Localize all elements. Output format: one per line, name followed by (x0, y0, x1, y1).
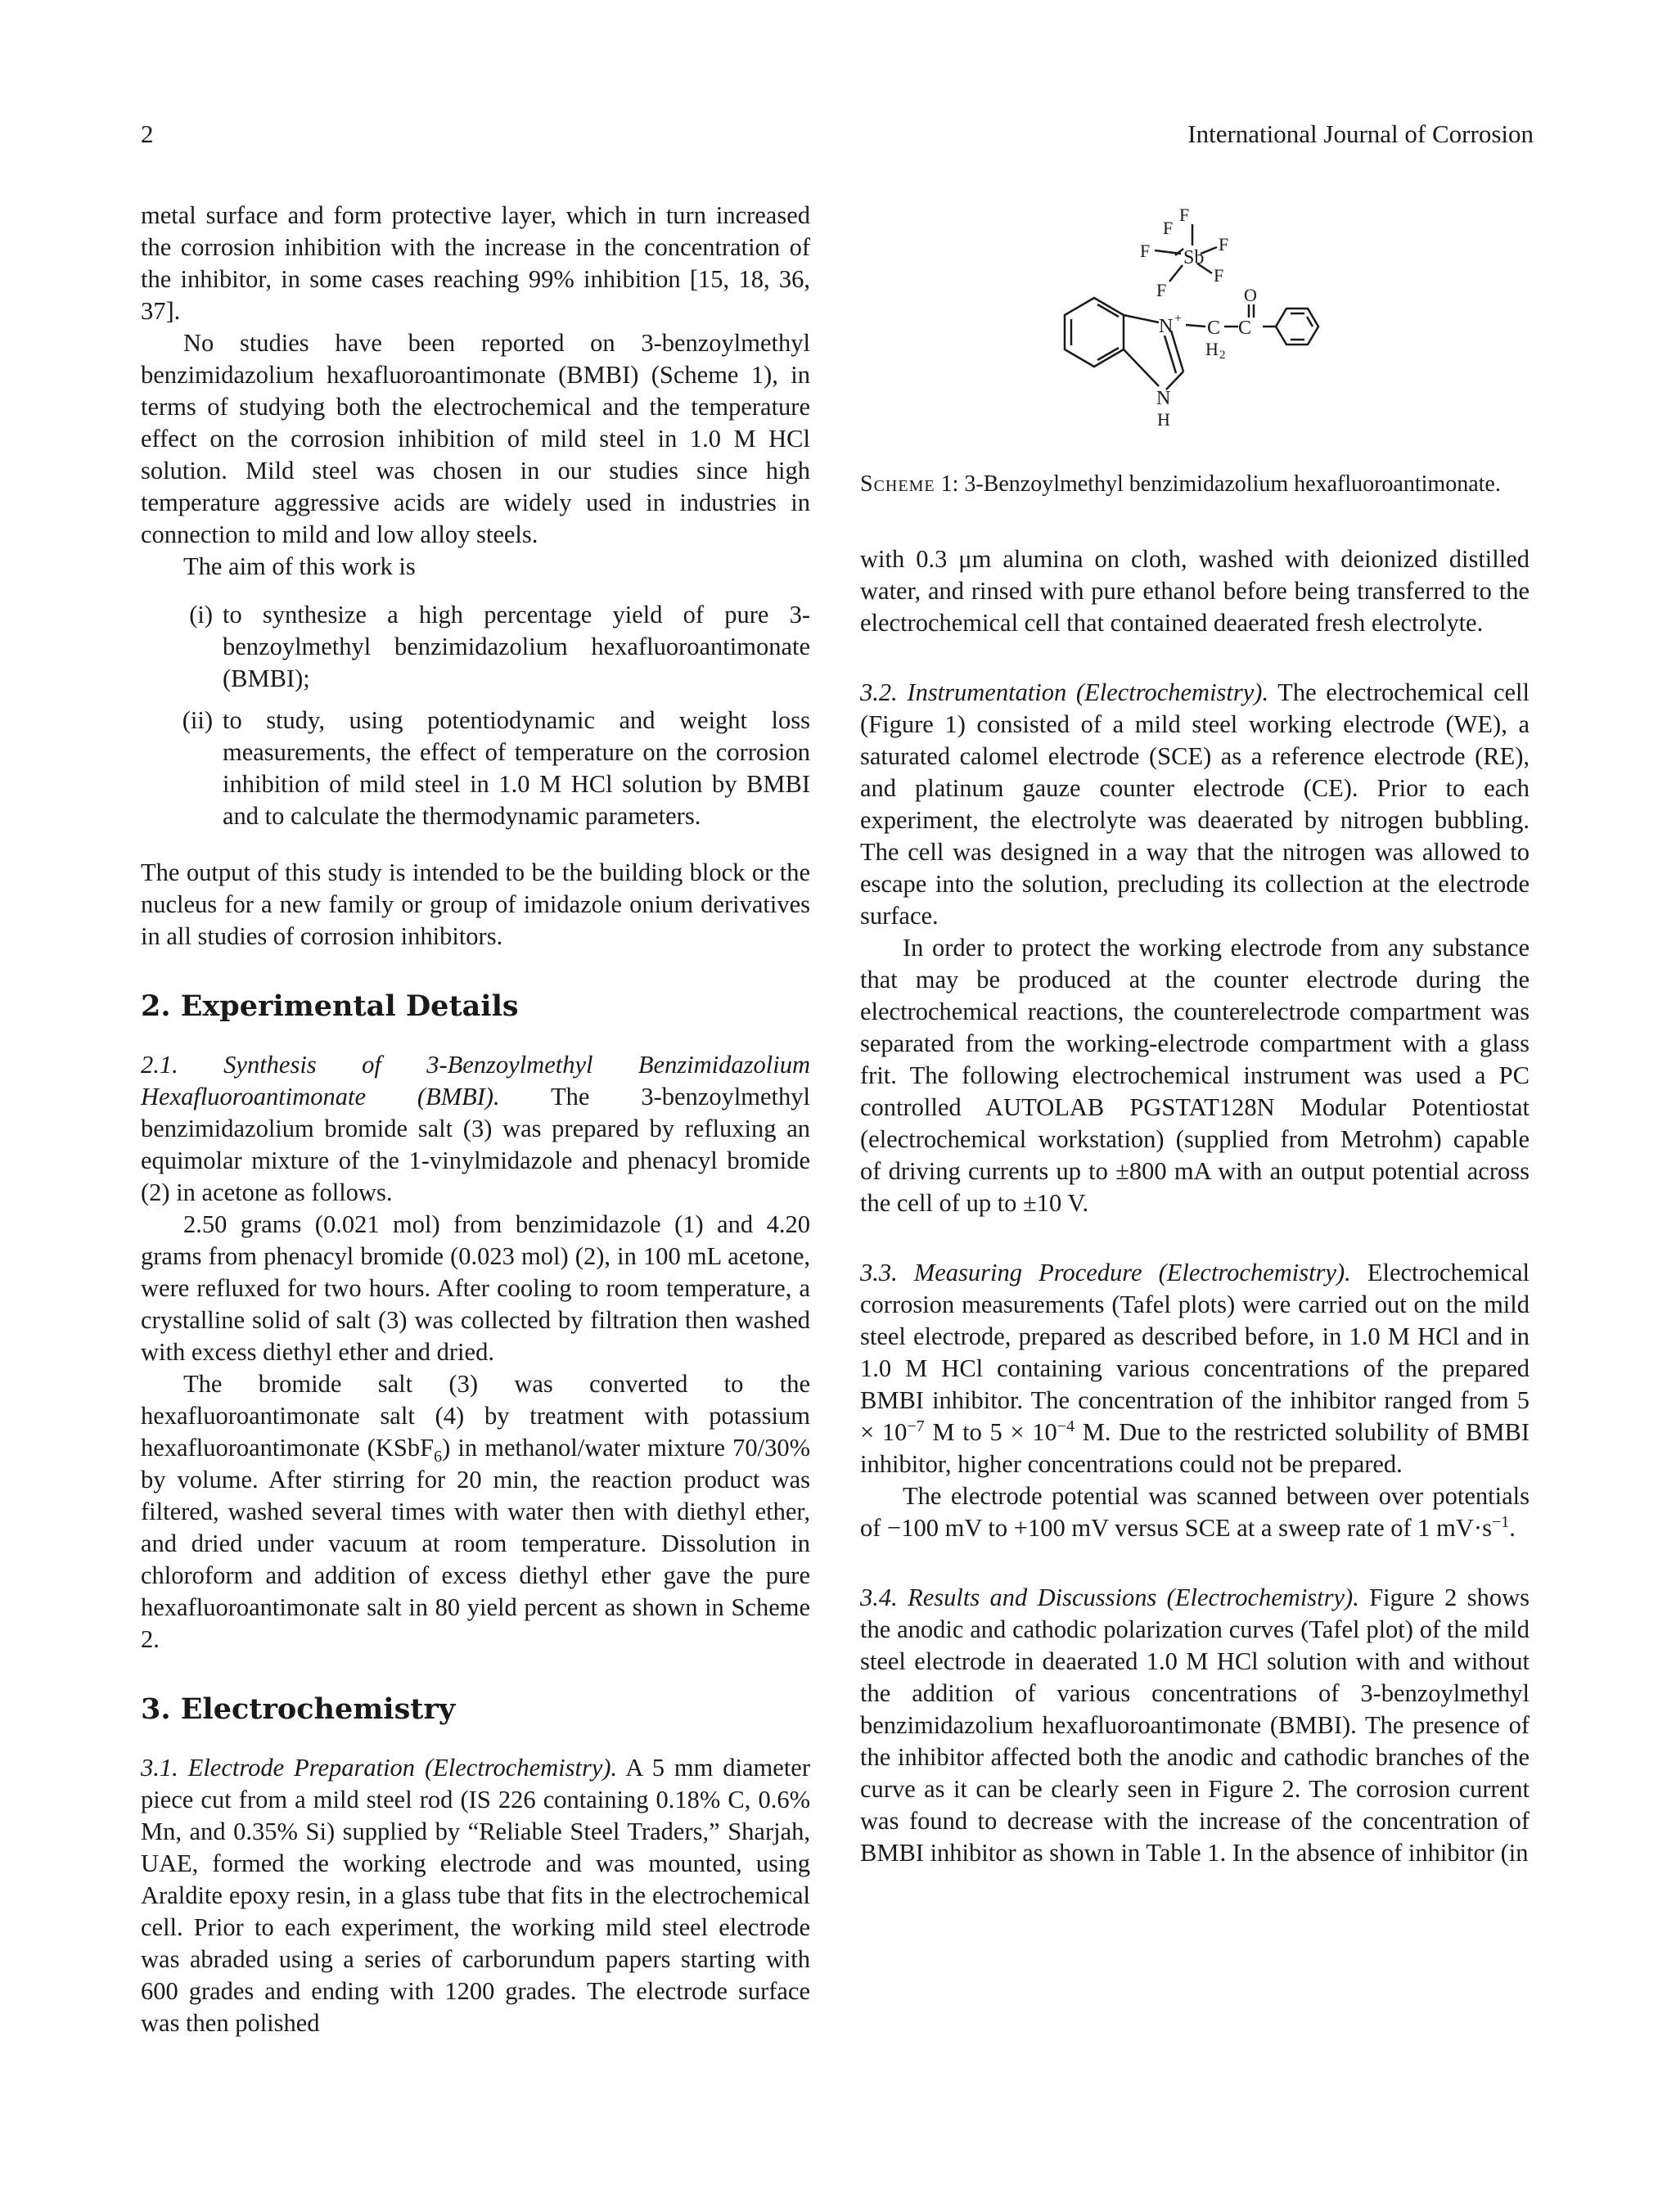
paragraph: 3.4. Results and Discussions (Electrochemistry). Figure 2 shows the anodic and cathodic polarization curves (Tafel plot) of the mild steel electrode in deaerated 1.0 M HCl solution with and without the addition of various concentrations of 3-benzoylmethyl benzimidazolium hexafluoroantimonate (BMBI). The presence of the inhibitor affected both the anodic and cathodic branches of the curve as it can be clearly seen in Figure 2. The corrosion current was found to decrease with the increase of the concentration of BMBI inhibitor as shown in Table 1. In the absence of inhibitor (in (860, 1584, 1530, 1867)
right-column (860, 200, 1530, 1869)
svg-text:C: C (1238, 318, 1252, 339)
subsection-title: 3.1. Electrode Preparation (Electrochemistry). (141, 1754, 618, 1782)
paragraph: 2.50 grams (0.021 mol) from benzimidazole (1) and 4.20 grams from phenacyl bromide (0.023 mol) (2), in 100 mL acetone, were refluxed for two hours. After cooling to room temperature, a crystalline solid of salt (3) was collected by filtration then washed with excess diethyl ether and dried. (141, 1210, 810, 1366)
left-column (141, 200, 810, 2039)
section-heading-experimental: 2. Experimental Details (141, 989, 519, 1023)
subsection-title: 2.1. Synthesis of 3-Benzoylmethyl Benzimidazolium Hexafluoroantimonate (BMBI). (141, 1051, 810, 1111)
svg-text:F: F (1156, 280, 1167, 300)
paragraph: The bromide salt (3) was converted to the hexafluoroantimonate salt (4) by treatment with potassium hexafluoroantimonate (KSbF$_6$) in methanol/water mixture 70/30% by volume. After stirring for 20 min, the reaction product was filtered, washed several times with water then with diethyl ether, and dried under vacuum at room temperature. Dissolution in chloroform and addition of excess diethyl ether gave the pure hexafluoroantimonate salt in 80 yield percent as shown in Scheme 2. (141, 1370, 810, 1653)
paragraph: 3.2. Instrumentation (Electrochemistry). The electrochemical cell (Figure 1) consisted of a mild steel working electrode (WE), a saturated calomel electrode (SCE) as a reference electrode (RE), and platinum gauze counter electrode (CE). Prior to each experiment, the electrolyte was deaerated by nitrogen bubbling. The cell was designed in a way that the nitrogen was allowed to escape into the solution, precluding its collection at the electrode surface. (860, 678, 1530, 930)
svg-text:H: H (1157, 409, 1170, 430)
figure-1-link[interactable]: Figure 1 (868, 710, 957, 738)
svg-text:2: 2 (1219, 349, 1226, 362)
svg-text:F: F (1179, 205, 1190, 225)
scheme-2-link[interactable]: Scheme 2 (141, 1593, 810, 1653)
paragraph: metal surface and form protective layer, which in turn increased the corrosion inhibition with the increase in the concentration of the inhibitor, in some cases reaching 99% inhibition [15, 18, 36, 37]. (141, 201, 810, 325)
svg-text:F: F (1163, 218, 1174, 238)
aims-list (141, 599, 810, 832)
svg-text:F: F (1219, 234, 1229, 255)
figure-2-link[interactable]: Figure 2 (1369, 1584, 1457, 1611)
list-item: (i) to synthesize a high percentage yield of pure 3-benzoylmethyl benzimidazolium hexafluoroantimonate (BMBI); (189, 601, 810, 692)
chemical-structure (1016, 200, 1359, 445)
paragraph: No studies have been reported on 3-benzoylmethyl benzimidazolium hexafluoroantimonate (BMBI) (Scheme 1), in terms of studying both the electrochemical and the temperature effect on the corrosion inhibition of mild steel in 1.0 M HCl solution. Mild steel was chosen in our studies since high temperature aggressive acids are widely used in industries in connection to mild and low alloy steels. (141, 329, 810, 548)
section-heading-electrochemistry: 3. Electrochemistry (141, 1692, 456, 1726)
scheme-1-figure (860, 200, 1530, 460)
figure-2-link[interactable]: Figure 2 (1208, 1775, 1295, 1803)
benzo-ring (1065, 298, 1124, 367)
page-number: 2 (141, 119, 154, 148)
journal-title: International Journal of Corrosion (1187, 119, 1534, 148)
svg-text:O: O (1244, 285, 1257, 305)
table-1-link[interactable]: Table 1 (1146, 1839, 1220, 1867)
scheme-1-caption: Scheme 1: 3-Benzoylmethyl benzimidazolium hexafluoroantimonate. (860, 471, 1501, 497)
aim-intro: The aim of this work is (183, 552, 416, 580)
paragraph: The output of this study is intended to be the building block or the nucleus for a new family or group of imidazole onium derivatives in all studies of corrosion inhibitors. (141, 858, 810, 950)
svg-text:F: F (1140, 241, 1151, 261)
svg-text:+: + (1174, 312, 1183, 326)
scheme-1-link[interactable]: Scheme 1 (659, 361, 764, 389)
svg-text:F: F (1214, 265, 1224, 286)
atom-nh: N (1156, 388, 1171, 409)
paragraph: The electrode potential was scanned between over potentials of −100 mV to +100 mV versus SCE at a sweep rate of 1 $mV\cdot s^{-1}$. (860, 1482, 1530, 1542)
paragraph: 2.1. Synthesis of 3-Benzoylmethyl Benzimidazolium Hexafluoroantimonate (BMBI). The 3-benzoylmethyl benzimidazolium bromide salt (3) was prepared by refluxing an equimolar mixture of the 1-vinylmidazole and phenacyl bromide (2) in acetone as follows. (141, 1051, 810, 1206)
subsection-title: 3.3. Measuring Procedure (Electrochemistry). (860, 1259, 1351, 1286)
paragraph: with 0.3 μm alumina on cloth, washed with deionized distilled water, and rinsed with pure ethanol before being transferred to the electrochemical cell that contained deaerated fresh electrolyte. (860, 545, 1530, 637)
atom-n-plus: N (1159, 316, 1174, 337)
paragraph: In order to protect the working electrode from any substance that may be produced at the counter electrode during the electrochemical reactions, the counterelectrode compartment was separated from the working-electrode compartment with a glass frit. The following electrochemical instrument was used a PC controlled AUTOLAB PGSTAT128N Modular Potentiostat (electrochemical workstation) (supplied from Metrohm) capable of driving currents up to ±800 mA with an output potential across the cell of up to ±10 V. (860, 934, 1530, 1217)
subsection-title: 3.4. Results and Discussions (Electrochemistry). (860, 1584, 1359, 1611)
atom-sb: Sb (1183, 247, 1205, 268)
svg-text:H: H (1205, 339, 1219, 359)
paragraph: 3.3. Measuring Procedure (Electrochemistry). Electrochemical corrosion measurements (Tafel plots) were carried out on the mild steel electrode, prepared as described before, in 1.0 M HCl and in 1.0 M HCl containing various concentrations of the prepared BMBI inhibitor. The concentration of the inhibitor ranged from $5 \times 10^{-7}$ M to $5 \times 10^{-4}$ M. Due to the restricted solubility of BMBI inhibitor, higher concentrations could not be prepared. (860, 1259, 1530, 1478)
paragraph: 3.1. Electrode Preparation (Electrochemistry). A 5 mm diameter piece cut from a mild steel rod (IS 226 containing 0.18% C, 0.6% Mn, and 0.35% Si) supplied by “Reliable Steel Traders,” Sharjah, UAE, formed the working electrode and was mounted, using Araldite epoxy resin, in a glass tube that fits in the electrochemical cell. Prior to each experiment, the working mild steel electrode was abraded using a series of carborundum papers starting with 600 grades and ending with 1200 grades. The electrode surface was then polished (141, 1754, 810, 2037)
subsection-title: 3.2. Instrumentation (Electrochemistry). (860, 678, 1269, 706)
list-item: (ii) to study, using potentiodynamic and weight loss measurements, the effect of temperature on the corrosion inhibition of mild steel in 1.0 M HCl solution by BMBI and to calculate the thermodynamic parameters. (182, 706, 810, 830)
svg-text:C: C (1207, 318, 1221, 339)
